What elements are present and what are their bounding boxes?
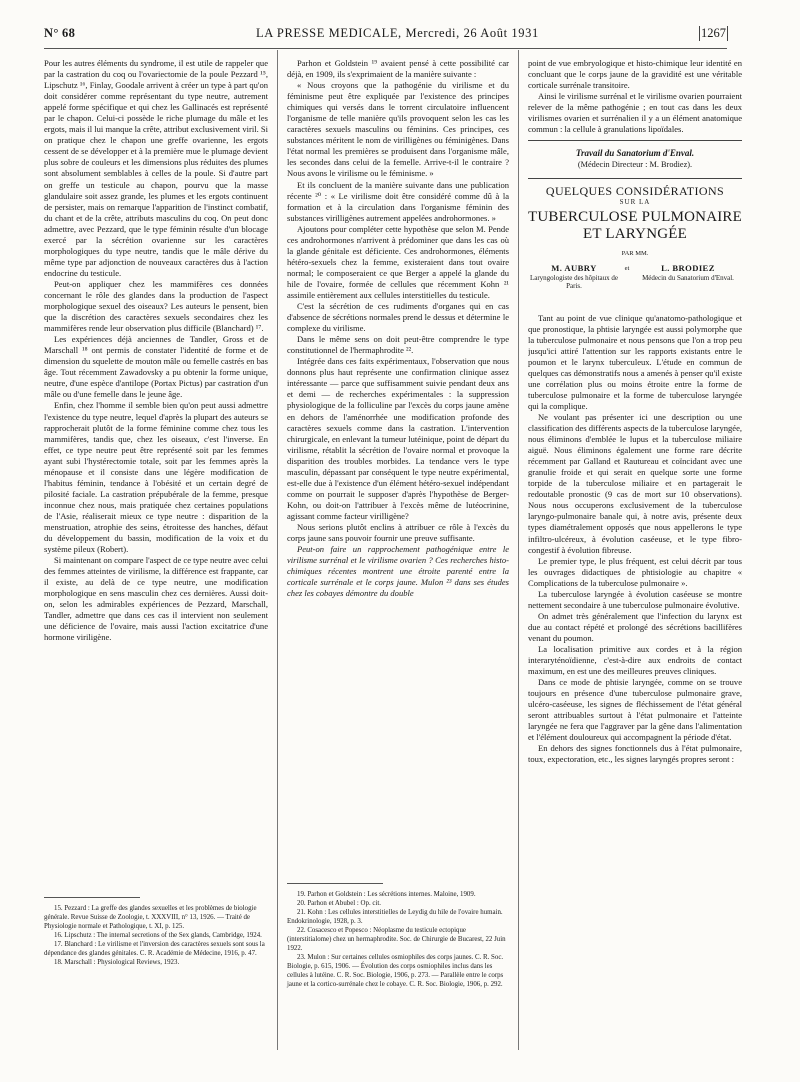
paragraph: Ainsi le virilisme surrénal et le virilisme ovarien pourraient relever de la même pathogénie ; en tout cas dans les deux virilismes ovarien et surrénalien il y a un élément anatomique commun : la cellule à granulations lipoïdales. bbox=[528, 91, 742, 135]
paragraph: Nous serions plutôt enclins à attribuer ce rôle à l'excès du corps jaune sans pouvoir fournir une preuve suffisante. bbox=[287, 521, 509, 544]
footnote: 18. Marschall : Physiological Reviews, 1923. bbox=[54, 959, 180, 966]
footnote: 19. Parhon et Goldstein : Les sécrétions internes. Maloine, 1909. bbox=[297, 891, 476, 898]
author-1 bbox=[528, 263, 620, 290]
author-conjunction: et bbox=[624, 264, 630, 272]
paragraph: Parhon et Goldstein ¹⁹ avaient pensé à cette possibilité car déjà, en 1909, ils s'exprimaient de la manière suivante : bbox=[287, 58, 509, 80]
paragraph: « Nous croyons que la pathogénie du virilisme et du féminisme peut être expliquée par l'existence des principes chimiques qui versés dans le torrent circulatoire influencent l'organisme de telle manière qu'ils provoquent selon les cas les caractères sexuels masculins ou féminins. Ces principes, ces substances méritent le nom de virilligènes ou féminigènes. Dans l'état normal les premières se produisent dans l'organisme mâle, les secondes dans celui de la femelle. Arrive-t-il le contraire ? Nous avons le virilisme ou le féminisme. » bbox=[287, 80, 509, 179]
page-header bbox=[44, 26, 726, 42]
article-director: (Médecin Directeur : M. Brodiez). bbox=[577, 160, 693, 170]
footnote-rule-2 bbox=[287, 883, 383, 884]
paragraph: Peut-on appliquer chez les mammifères ces données concernant le rôle des glandes dans la production de l'aspect morphologique sexuel des oiseaux? Les auteurs le pensent, bien que la discrétion des caractères sexuels secondaires chez les mammifères rende leur observation plus difficile (Blanchard) ¹⁷. bbox=[44, 278, 268, 334]
author-2-affiliation: Médecin du Sanatorium d'Enval. bbox=[642, 273, 734, 282]
footnotes-column-2 bbox=[287, 890, 509, 989]
paragraph: Enfin, chez l'homme il semble bien qu'on peut aussi admettre l'existence du type neutre, lequel d'après la plupart des auteurs se rapprocherait plutôt de la forme féminine comme chez tous les mammifères, tandis que, chez les oiseaux, c'est l'inverse. En effet, ce type neutre peut être représenté soit par les femmes ayant subi l'hystérectomie totale, soit par les femmes après la ménopause et il consiste dans une légère modification de l'habitus féminin, tendance à l'obésité et un certain degré de pilosité faciale. La castration prépubérale de la femme, presque inconnue chez nous, mais pratiquée chez certaines populations de l'Asie, réaliserait mieux ce type neutre : disparition de la menstruation, atrophie des seins, étroitesse des hanches, défaut du développement du bassin, modification de la voix et du système pileux (Robert). bbox=[44, 400, 268, 555]
issue-number: N° 68 bbox=[44, 26, 76, 40]
paragraph: Peut-on faire un rapprochement pathogénique entre le virilisme surrénal et le virilisme ovarien ? Ces recherches histo-chimiques récentes montrent une étroite parenté entre la corticale surrénale et le corps jaune. Mulon ²³ dans ses études chez les cobayes démontre du double bbox=[287, 544, 509, 599]
paragraph: Ajoutons pour compléter cette hypothèse que selon M. Pende ces androhormones n'arrivent à prédominer que dans les cas où la glande génitale est déficiente. Ces androhormones, éléments hétéro-sexuels chez la femme, existeraient dans tout ovaire normal; le composeraient ce que Berger a appelé la glande du hile de l'ovaire, formée de cellules que récemment Kohn ²¹ assimile entièrement aux cellules interstitielles du testicule. bbox=[287, 223, 509, 300]
paragraph: La tuberculose laryngée à évolution caséeuse se montre nettement secondaire à une tuberculose pulmonaire évolutive. bbox=[528, 588, 742, 610]
article-separator bbox=[528, 140, 742, 141]
footnote: 21. Kohn : Les cellules interstitielles de Leydig du hile de l'ovaire humain. Endokrinologie, 1928, p. 3. bbox=[287, 909, 503, 925]
author-1-name: M. AUBRY bbox=[551, 262, 597, 273]
footnote-rule-1 bbox=[44, 897, 140, 898]
column-3 bbox=[528, 58, 742, 1018]
author-1-affiliation: Laryngologiste des hôpitaux de Paris. bbox=[529, 273, 619, 290]
paragraph: Les expériences déjà anciennes de Tandler, Gross et de Marschall ¹⁸ ont permis de constater l'identité de forme et de dimension du squelette de mouton mâle ou femelle castrés en bas âge. Tout récemment Zawadovsky a pu obtenir la forme unique, neutre, d'une espèce d'antilope (Portax Pictus) par castration d'un mâle ou d'une femelle dans le jeune âge. bbox=[44, 334, 268, 400]
footnotes-column-1 bbox=[44, 904, 268, 967]
paragraph: Dans le même sens on doit peut-être comprendre le type constitutionnel de l'hermaphrodite ²². bbox=[287, 334, 509, 356]
authors-block bbox=[528, 263, 742, 313]
paragraph: En dehors des signes fonctionnels dus à l'état pulmonaire, toux, expectoration, etc., les signes laryngés propres seront : bbox=[528, 743, 742, 765]
paragraph: Et ils concluent de la manière suivante dans une publication récente ²⁰ : « Le virilisme doit être considéré comme dû à la formation et à la circulation dans l'organisme féminin des substances virilligènes autrement appelées androhormones. » bbox=[287, 179, 509, 223]
column-2 bbox=[287, 58, 509, 878]
article-title-line-1: QUELQUES CONSIDÉRATIONS bbox=[545, 184, 725, 199]
footnote: 15. Pezzard : La greffe des glandes sexuelles et les problèmes de biologie générale. Revue Suisse de Zoologie, t. XXXVIII, n° 13, 1926. — Traité de Physiologie normale et Pathologique, t. XI, p. 125. bbox=[44, 905, 257, 930]
paragraph: Le premier type, le plus fréquent, est celui décrit par tous les ouvrages didactiques de phtisiologie au chapitre « Complications de la tuberculose pulmonaire ». bbox=[528, 555, 742, 588]
footnote: 16. Lipschutz : The internal secretions of the Sex glands, Cambridge, 1924. bbox=[54, 932, 262, 939]
footnote: 20. Parhon et Abubel : Op. cit. bbox=[297, 900, 382, 907]
paragraph: Tant au point de vue clinique qu'anatomo-pathologique et que pronostique, la phtisie laryngée est aussi polymorphe que la tuberculose pulmonaire et nous pensons que l'on a trop peu jusqu'ici attiré l'attention sur les rapports existants entre le poumon et le larynx tuberculeux. L'étude en commun de quelques cas démonstratifs nous a amenés à penser qu'il existe une corrélation plus ou moins étroite entre la forme de tuberculose pulmonaire et la forme de tuberculose laryngée qui la complique. bbox=[528, 312, 742, 411]
paragraph: point de vue embryologique et histo-chimique leur identité en concluant que le corps jaune de la gravidité est une véritable corticale surrénale transitoire. bbox=[528, 58, 742, 91]
article-separator bbox=[528, 178, 742, 179]
footnote: 22. Cosacesco et Popesco : Néoplasme du testicule ectopique (interstitialome) chez un hermaphrodite. Soc. de Chirurgie de Bucarest, 22 Juin 1922. bbox=[287, 927, 506, 952]
paragraph: Ne voulant pas présenter ici une description ou une classification des différents aspects de la tuberculose laryngée, nous éliminons d'emblée le lupus et la tuberculose miliaire aiguë. Nous éliminons également une forme rare décrite récemment par Galland et Rautureau et coïncidant avec une granulie froide et qui serait en quelque sorte une forme torpide de la tuberculose miliaire et en partagerait le redoutable pronostic (9 cas de mort sur 10 observations). Nous nous occuperons exclusivement de la tuberculose laryngo-pulmonaire banale qui, à notre avis, présente deux types diamétralement opposés que nous appellerons le type infiltro-ulcéreux, à évolution caséeuse, et le type fibro-congestif à évolution fibreuse. bbox=[528, 411, 742, 555]
author-2 bbox=[634, 263, 742, 282]
article-kicker: Travail du Sanatorium d'Enval. bbox=[575, 148, 695, 159]
paragraph: Si maintenant on compare l'aspect de ce type neutre avec celui des femmes atteintes de virilisme, la différence est frappante, car il existe, au delà de ce type neutre, une modification morphologique en sens masculin chez ces dernières. Aussi doit-on, selon les admirables expériences de Pezzard, Marschall, Tandler, admettre que dans ces cas il intervient non seulement une déficience de l'ovaire, mais aussi l'action excitatrice d'une hormone viriligène. bbox=[44, 555, 268, 643]
page-number: 1267 bbox=[701, 26, 726, 40]
byline-par: PAR MM. bbox=[621, 249, 649, 257]
column-divider-2 bbox=[518, 50, 519, 1050]
footnote: 23. Mulon : Sur certaines cellules osmiophiles des corps jaunes. C. R. Soc. Biologie, p. 615, 1906. — Évolution des corps osmiophiles inclus dans les cellules à lutéine. C. R. Soc. Biologie, 1906, p. 273. — Parallèle entre le corps jaune et la cortico-surrénale chez le cobaye. C. R. Soc. Biologie, 1906, p. 292. bbox=[287, 954, 504, 988]
paragraph: La localisation primitive aux cordes et à la région interaryténoïdienne, c'est-à-dire aux endroits de contact maximum, en est une des meilleures preuves cliniques. bbox=[528, 643, 742, 677]
paragraph: Intégrée dans ces faits expérimentaux, l'observation que nous donnons plus haut représente une confirmation clinique assez intéressante — parce que suffisamment suivie pendant deux ans et demi — de recherches expérimentales : la suppression physiologique de la folliculine par l'excès du corps jaune amène en dehors de l'aménorrhée une modification profonde des caractères sexuels comme dans la castration. L'intervention chirurgicale, en enlevant la tumeur lutéinique, point de départ du virilisme, rétablit la sécrétion de l'ovaire normal et provoque la disparition des troubles morbides. La tendance vers le type masculin, dépassant par conséquent le type neutre expérimental, est-elle due à l'existence d'un élément hétéro-sexuel indépendant comme on pourrait le supposer d'après l'hypothèse de Berger-Kohn, ou doit-on l'attribuer à l'excès même de lutéocrinine, agissant comme facteur virilligène? bbox=[287, 356, 509, 521]
paragraph: Dans ce mode de phtisie laryngée, comme on se trouve toujours en présence d'une tuberculose pulmonaire grave, ulcéro-caséeuse, les signes de fléchissement de l'état général seront attribuables surtout à l'état pulmonaire et l'atteinte laryngée ne fera que l'aggraver par la gêne dans l'alimentation et l'élément douloureux qui accompagnent la période d'état. bbox=[528, 677, 742, 743]
header-rule bbox=[44, 48, 727, 49]
column-divider-1 bbox=[277, 50, 278, 1050]
paragraph: Pour les autres éléments du syndrome, il est utile de rappeler que par la castration du coq ou l'ovariectomie de la poule Pezzard ¹⁵, Lipschutz ¹⁶, Finlay, Goodale arrivent à créer un type à part qu'on doit considérer comme représentant du type neutre, autrement appelé forme spécifique et qui chez les Gallinacés est représenté par le chapon. Celui-ci possède le riche plumage du mâle et les ergots, mais il lui manque la crête, attribut exclusivement viril. Si on pratique chez le chapon une greffe ovarienne, les ergots cessent de se développer et à la première mue le plumage devient plus sobre de couleurs et les dimensions plus réduites des plumes sont absolument semblables à celles de la poule. Si d'autre part on greffe un testicule au chapon, pourvu que la masse glandulaire soit assez grande, les plumes et les ergots continuent de persister, mais on remarque l'apparition de l'instinct combatif, du chant et de la crête, attributs masculins du coq. On peut donc admettre, avec Pezzard, que le type féminin résulte d'un blocage exercé par la sécrétion ovarienne sur les caractères morphologiques du type neutre, tandis que le mâle dérive du même type par adjonction de nouveaux caractères dus à l'action endocrine du testicule. bbox=[44, 58, 268, 278]
footnote: 17. Blanchard : Le virilisme et l'inversion des caractères sexuels sont sous la dépendance des glandes génitales. C. R. Académie de Médecine, 1916, p. 47. bbox=[44, 941, 265, 957]
article-title-main: TUBERCULOSE PULMONAIRE ET LARYNGÉE bbox=[528, 208, 742, 242]
author-2-name: L. BRODIEZ bbox=[661, 262, 715, 273]
journal-title: LA PRESSE MEDICALE, Mercredi, 26 Août 1931 bbox=[256, 26, 539, 40]
paragraph: C'est la sécrétion de ces rudiments d'organes qui en cas d'absence de sécrétions normales prend le dessus et détermine le complexe du virilisme. bbox=[287, 301, 509, 334]
paragraph: On admet très généralement que l'infection du larynx est due au contact répété et prolongé des sécrétions bacillifères venant du poumon. bbox=[528, 610, 742, 643]
article-title-line-2: SUR LA bbox=[619, 198, 651, 207]
